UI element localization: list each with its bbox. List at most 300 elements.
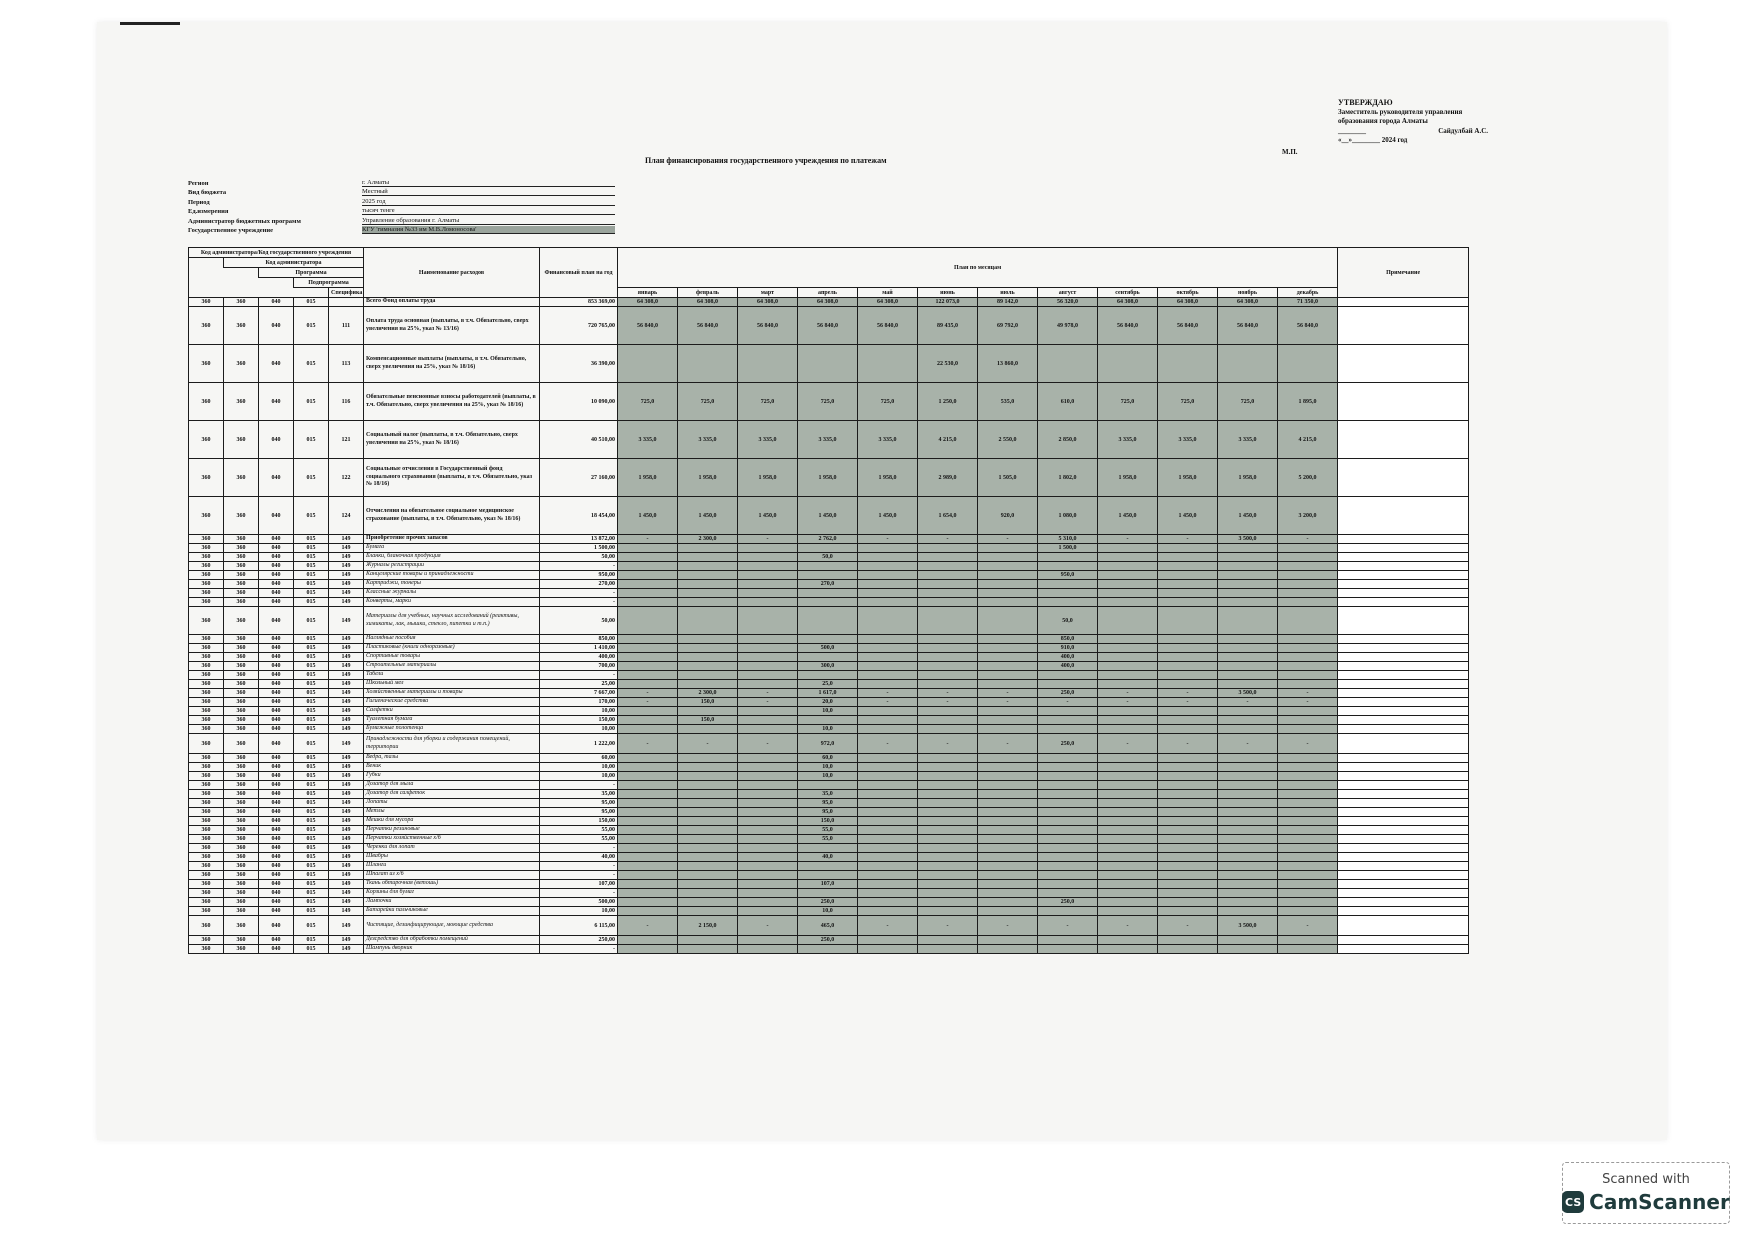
- month-value-cell: 150,0: [678, 716, 738, 725]
- note-cell: [1338, 734, 1469, 754]
- month-value-cell: [1278, 936, 1338, 945]
- code-cell: 015: [294, 653, 329, 662]
- code-cell: 015: [294, 671, 329, 680]
- month-value-cell: [978, 562, 1038, 571]
- month-value-cell: [1278, 653, 1338, 662]
- code-cell: 040: [259, 734, 294, 754]
- annual-plan-cell: 40 510,00: [540, 421, 618, 459]
- month-value-cell: 64 308,0: [618, 298, 678, 307]
- month-value-cell: [678, 808, 738, 817]
- note-cell: [1338, 689, 1469, 698]
- month-value-cell: -: [738, 916, 798, 936]
- expense-name: Веник: [364, 763, 540, 772]
- code-cell: 360: [224, 680, 259, 689]
- code-cell: 015: [294, 571, 329, 580]
- code-cell: 360: [189, 383, 224, 421]
- month-value-cell: 1 958,0: [678, 459, 738, 497]
- month-value-cell: [978, 826, 1038, 835]
- note-cell: [1338, 544, 1469, 553]
- header-field-label: Регион: [188, 179, 209, 187]
- note-cell: [1338, 716, 1469, 725]
- subprogram-header: Подпрограмма: [294, 278, 364, 288]
- month-value-cell: [918, 653, 978, 662]
- expense-name: Перчатки резиновые: [364, 826, 540, 835]
- code-cell: 015: [294, 562, 329, 571]
- table-row: [189, 680, 1469, 689]
- month-value-cell: [738, 936, 798, 945]
- note-cell: [1338, 671, 1469, 680]
- code-cell: 360: [189, 945, 224, 954]
- month-value-cell: -: [618, 698, 678, 707]
- note-cell: [1338, 307, 1469, 345]
- month-value-cell: 465,0: [798, 916, 858, 936]
- program-header: Программа: [259, 268, 364, 278]
- month-value-cell: [678, 607, 738, 635]
- code-cell: 015: [294, 345, 329, 383]
- camscanner-caption: Scanned with: [1602, 1172, 1690, 1187]
- month-value-cell: [1098, 553, 1158, 562]
- month-value-cell: 3 335,0: [618, 421, 678, 459]
- month-value-cell: [1278, 790, 1338, 799]
- code-cell: 015: [294, 298, 329, 307]
- month-value-cell: -: [1158, 535, 1218, 544]
- month-value-cell: [798, 562, 858, 571]
- month-value-cell: 1 505,0: [978, 459, 1038, 497]
- month-value-cell: [678, 662, 738, 671]
- code-cell: 360: [189, 754, 224, 763]
- month-value-cell: [858, 671, 918, 680]
- month-value-cell: [738, 716, 798, 725]
- month-value-cell: [1218, 835, 1278, 844]
- header-field: [188, 196, 615, 206]
- note-cell: [1338, 383, 1469, 421]
- expense-name: Корзины для бумаг: [364, 889, 540, 898]
- month-value-cell: [1158, 835, 1218, 844]
- code-cell: 149: [329, 835, 364, 844]
- month-value-cell: [1218, 772, 1278, 781]
- month-value-cell: [738, 644, 798, 653]
- month-value-cell: [858, 790, 918, 799]
- month-value-cell: [1158, 871, 1218, 880]
- month-value-cell: [618, 808, 678, 817]
- code-cell: 360: [224, 598, 259, 607]
- month-value-cell: [978, 790, 1038, 799]
- month-value-cell: [978, 763, 1038, 772]
- month-value-cell: [618, 598, 678, 607]
- month-value-cell: [1098, 671, 1158, 680]
- annual-plan-cell: 40,00: [540, 853, 618, 862]
- month-value-cell: 1 958,0: [1158, 459, 1218, 497]
- month-value-cell: 725,0: [1098, 383, 1158, 421]
- month-value-cell: [678, 725, 738, 734]
- expense-name: Перчатки хозяйственные х/б: [364, 835, 540, 844]
- month-value-cell: [1098, 716, 1158, 725]
- month-value-cell: [858, 835, 918, 844]
- month-value-cell: [918, 898, 978, 907]
- code-cell: 040: [259, 862, 294, 871]
- month-value-cell: [618, 754, 678, 763]
- table-row: [189, 383, 1469, 421]
- code-cell: 149: [329, 662, 364, 671]
- code-cell: 015: [294, 889, 329, 898]
- month-value-cell: [678, 345, 738, 383]
- month-value-cell: [918, 571, 978, 580]
- month-value-cell: 1 450,0: [678, 497, 738, 535]
- code-cell: 360: [189, 298, 224, 307]
- month-value-cell: [1278, 345, 1338, 383]
- month-value-cell: [618, 844, 678, 853]
- month-value-cell: 2 300,0: [678, 689, 738, 698]
- table-row: [189, 853, 1469, 862]
- month-value-cell: [918, 826, 978, 835]
- month-value-cell: [918, 707, 978, 716]
- code-cell: 040: [259, 662, 294, 671]
- annual-plan-cell: -: [540, 871, 618, 880]
- month-value-cell: [678, 790, 738, 799]
- month-value-cell: [618, 580, 678, 589]
- code-cell: 360: [189, 880, 224, 889]
- expense-name: Конверты, марки: [364, 598, 540, 607]
- note-cell: [1338, 853, 1469, 862]
- code-cell: 015: [294, 607, 329, 635]
- month-value-cell: [858, 707, 918, 716]
- month-value-cell: [1218, 880, 1278, 889]
- code-cell: 040: [259, 421, 294, 459]
- month-value-cell: [738, 635, 798, 644]
- month-value-cell: [738, 571, 798, 580]
- month-value-cell: [1158, 635, 1218, 644]
- month-value-cell: [1098, 763, 1158, 772]
- note-cell: [1338, 535, 1469, 544]
- annual-plan-cell: 10,00: [540, 763, 618, 772]
- month-value-cell: [738, 754, 798, 763]
- code-cell: 149: [329, 799, 364, 808]
- month-value-cell: -: [618, 916, 678, 936]
- month-value-cell: [1218, 580, 1278, 589]
- month-header: декабрь: [1278, 288, 1338, 298]
- code-cell: 015: [294, 725, 329, 734]
- month-value-cell: 10,0: [798, 725, 858, 734]
- month-value-cell: [918, 716, 978, 725]
- table-row: [189, 916, 1469, 936]
- month-value-cell: [618, 653, 678, 662]
- code-cell: 040: [259, 589, 294, 598]
- code-cell: 360: [224, 553, 259, 562]
- code-cell: 360: [189, 763, 224, 772]
- month-value-cell: [858, 580, 918, 589]
- annual-plan-cell: 7 667,00: [540, 689, 618, 698]
- annual-plan-cell: 10,00: [540, 907, 618, 916]
- code-cell: 015: [294, 916, 329, 936]
- code-cell: 015: [294, 808, 329, 817]
- code-cell: 040: [259, 698, 294, 707]
- month-value-cell: 1 450,0: [1218, 497, 1278, 535]
- month-value-cell: 64 308,0: [1158, 298, 1218, 307]
- month-value-cell: [1038, 589, 1098, 598]
- table-row: [189, 345, 1469, 383]
- month-value-cell: 1 450,0: [738, 497, 798, 535]
- month-value-cell: 400,0: [1038, 653, 1098, 662]
- approval-signature: ________ Сайдулбай А.С.: [1338, 126, 1488, 135]
- month-value-cell: [1218, 607, 1278, 635]
- month-value-cell: [618, 544, 678, 553]
- month-value-cell: 95,0: [798, 799, 858, 808]
- code-cell: 360: [189, 862, 224, 871]
- month-value-cell: 725,0: [1158, 383, 1218, 421]
- code-cell: 360: [224, 535, 259, 544]
- month-value-cell: [1158, 598, 1218, 607]
- annual-plan-cell: 95,00: [540, 799, 618, 808]
- code-cell: 149: [329, 916, 364, 936]
- note-cell: [1338, 781, 1469, 790]
- month-value-cell: [1218, 808, 1278, 817]
- month-value-cell: 1 450,0: [1098, 497, 1158, 535]
- code-cell: 040: [259, 644, 294, 653]
- month-value-cell: [918, 680, 978, 689]
- month-value-cell: 4 215,0: [918, 421, 978, 459]
- month-header: июнь: [918, 288, 978, 298]
- month-value-cell: 56 840,0: [1278, 307, 1338, 345]
- annual-plan-cell: -: [540, 945, 618, 954]
- month-value-cell: [1218, 553, 1278, 562]
- month-value-cell: [618, 817, 678, 826]
- month-value-cell: [1098, 562, 1158, 571]
- month-value-cell: [1098, 635, 1158, 644]
- month-value-cell: -: [1098, 916, 1158, 936]
- month-value-cell: [1158, 571, 1218, 580]
- month-value-cell: 1 958,0: [858, 459, 918, 497]
- note-cell: [1338, 662, 1469, 671]
- month-value-cell: [978, 889, 1038, 898]
- month-value-cell: [618, 553, 678, 562]
- month-value-cell: 3 500,0: [1218, 535, 1278, 544]
- month-value-cell: [1218, 671, 1278, 680]
- code-cell: 040: [259, 562, 294, 571]
- month-value-cell: 35,0: [798, 790, 858, 799]
- month-value-cell: [1218, 716, 1278, 725]
- month-value-cell: 25,0: [798, 680, 858, 689]
- month-value-cell: 2 762,0: [798, 535, 858, 544]
- month-header: январь: [618, 288, 678, 298]
- expense-name: Шампунь дворник: [364, 945, 540, 954]
- month-value-cell: [618, 835, 678, 844]
- month-value-cell: [738, 907, 798, 916]
- month-value-cell: [1278, 817, 1338, 826]
- month-value-cell: -: [1038, 916, 1098, 936]
- code-cell: 360: [224, 698, 259, 707]
- month-value-cell: [1218, 345, 1278, 383]
- code-cell: 360: [189, 772, 224, 781]
- month-value-cell: 1 802,0: [1038, 459, 1098, 497]
- annual-plan-cell: 50,00: [540, 553, 618, 562]
- month-value-cell: -: [918, 734, 978, 754]
- month-value-cell: [618, 680, 678, 689]
- month-value-cell: [918, 907, 978, 916]
- month-value-cell: -: [738, 535, 798, 544]
- month-value-cell: 250,0: [798, 936, 858, 945]
- month-value-cell: [1098, 844, 1158, 853]
- month-value-cell: [618, 772, 678, 781]
- month-value-cell: [1158, 799, 1218, 808]
- table-row: [189, 421, 1469, 459]
- month-value-cell: [1038, 680, 1098, 689]
- code-cell: 360: [189, 835, 224, 844]
- month-value-cell: [1098, 880, 1158, 889]
- month-value-cell: 40,0: [798, 853, 858, 862]
- month-value-cell: [1098, 835, 1158, 844]
- month-value-cell: 3 335,0: [1158, 421, 1218, 459]
- month-value-cell: 56 840,0: [1098, 307, 1158, 345]
- code-cell: 360: [224, 298, 259, 307]
- expense-name: Всего Фонд оплаты труда: [364, 298, 540, 307]
- month-value-cell: [678, 671, 738, 680]
- header-field: [188, 215, 615, 225]
- month-value-cell: [1278, 862, 1338, 871]
- month-value-cell: 56 840,0: [1218, 307, 1278, 345]
- month-value-cell: [1158, 790, 1218, 799]
- code-header: Код администратора/Код государственного учреждения: [189, 248, 364, 258]
- month-value-cell: [678, 772, 738, 781]
- month-value-cell: 400,0: [1038, 662, 1098, 671]
- code-cell: 360: [224, 562, 259, 571]
- month-value-cell: [618, 644, 678, 653]
- code-cell: 360: [189, 497, 224, 535]
- month-value-cell: 725,0: [678, 383, 738, 421]
- month-value-cell: [858, 799, 918, 808]
- month-value-cell: [1218, 844, 1278, 853]
- month-value-cell: [678, 844, 738, 853]
- code-cell: 360: [189, 707, 224, 716]
- note-cell: [1338, 754, 1469, 763]
- plan-header: Финансовый план на год: [540, 248, 618, 298]
- code-cell: 149: [329, 734, 364, 754]
- month-value-cell: [978, 598, 1038, 607]
- table-row: [189, 544, 1469, 553]
- camscanner-logo-icon: CS: [1562, 1191, 1584, 1213]
- approval-name: Сайдулбай А.С.: [1438, 126, 1488, 135]
- month-value-cell: -: [978, 734, 1038, 754]
- header-fields: [188, 177, 615, 234]
- month-value-cell: [858, 644, 918, 653]
- month-value-cell: [858, 763, 918, 772]
- month-value-cell: [1098, 790, 1158, 799]
- month-value-cell: [798, 844, 858, 853]
- code-cell: 360: [224, 571, 259, 580]
- expense-name: Лампочки: [364, 898, 540, 907]
- code-cell: 040: [259, 653, 294, 662]
- month-value-cell: [1158, 880, 1218, 889]
- expense-name: Классные журналы: [364, 589, 540, 598]
- code-cell: 121: [329, 421, 364, 459]
- month-value-cell: -: [858, 535, 918, 544]
- note-cell: [1338, 945, 1469, 954]
- month-value-cell: [678, 635, 738, 644]
- expense-name: Черенки для лопат: [364, 844, 540, 853]
- code-cell: 040: [259, 880, 294, 889]
- expense-name: Чистящие, дезинфицирующие, моющие средства: [364, 916, 540, 936]
- month-value-cell: [1218, 907, 1278, 916]
- code-cell: 360: [224, 589, 259, 598]
- month-value-cell: [1038, 945, 1098, 954]
- code-cell: 149: [329, 671, 364, 680]
- month-value-cell: 270,0: [798, 580, 858, 589]
- code-cell: 360: [189, 716, 224, 725]
- expense-name: Ведра, тазы: [364, 754, 540, 763]
- month-value-cell: [978, 817, 1038, 826]
- month-value-cell: 56 840,0: [618, 307, 678, 345]
- note-cell: [1338, 862, 1469, 871]
- code-cell: 360: [224, 635, 259, 644]
- header-field-label: Вид бюджета: [188, 189, 227, 196]
- code-cell: 360: [224, 544, 259, 553]
- code-cell: 360: [224, 383, 259, 421]
- code-cell: 015: [294, 421, 329, 459]
- month-value-cell: [1218, 790, 1278, 799]
- code-cell: 149: [329, 571, 364, 580]
- table-row: [189, 459, 1469, 497]
- month-value-cell: [1278, 799, 1338, 808]
- code-cell: 015: [294, 754, 329, 763]
- code-cell: 149: [329, 716, 364, 725]
- month-value-cell: [1098, 871, 1158, 880]
- month-value-cell: [798, 889, 858, 898]
- code-cell: 040: [259, 799, 294, 808]
- month-value-cell: 2 989,0: [918, 459, 978, 497]
- month-value-cell: -: [738, 698, 798, 707]
- table-row: [189, 862, 1469, 871]
- month-value-cell: -: [978, 689, 1038, 698]
- month-value-cell: [678, 598, 738, 607]
- month-value-cell: [1098, 607, 1158, 635]
- month-value-cell: [918, 772, 978, 781]
- annual-plan-cell: 850,00: [540, 635, 618, 644]
- expense-name: Туалетная бумага: [364, 716, 540, 725]
- month-value-cell: [1278, 716, 1338, 725]
- month-value-cell: 64 308,0: [798, 298, 858, 307]
- header-field: [188, 177, 615, 187]
- code-cell: 149: [329, 772, 364, 781]
- month-value-cell: [918, 871, 978, 880]
- month-value-cell: [1218, 635, 1278, 644]
- table-row: [189, 298, 1469, 307]
- code-cell: 015: [294, 898, 329, 907]
- code-cell: 149: [329, 898, 364, 907]
- annual-plan-cell: 150,00: [540, 716, 618, 725]
- month-value-cell: [918, 562, 978, 571]
- header-field-value: 2025 год: [362, 198, 615, 206]
- month-value-cell: 5 310,0: [1038, 535, 1098, 544]
- table-row: [189, 889, 1469, 898]
- month-value-cell: -: [618, 535, 678, 544]
- month-value-cell: 972,0: [798, 734, 858, 754]
- annual-plan-cell: 950,00: [540, 571, 618, 580]
- note-cell: [1338, 844, 1469, 853]
- month-value-cell: [1218, 799, 1278, 808]
- month-value-cell: [798, 598, 858, 607]
- month-value-cell: -: [978, 535, 1038, 544]
- month-value-cell: [618, 571, 678, 580]
- month-value-cell: 55,0: [798, 835, 858, 844]
- month-value-cell: [738, 799, 798, 808]
- month-value-cell: [618, 589, 678, 598]
- month-value-cell: [738, 725, 798, 734]
- code-cell: 149: [329, 644, 364, 653]
- month-value-cell: [918, 853, 978, 862]
- month-value-cell: [1098, 853, 1158, 862]
- month-value-cell: [678, 754, 738, 763]
- month-value-cell: [858, 589, 918, 598]
- month-value-cell: [918, 889, 978, 898]
